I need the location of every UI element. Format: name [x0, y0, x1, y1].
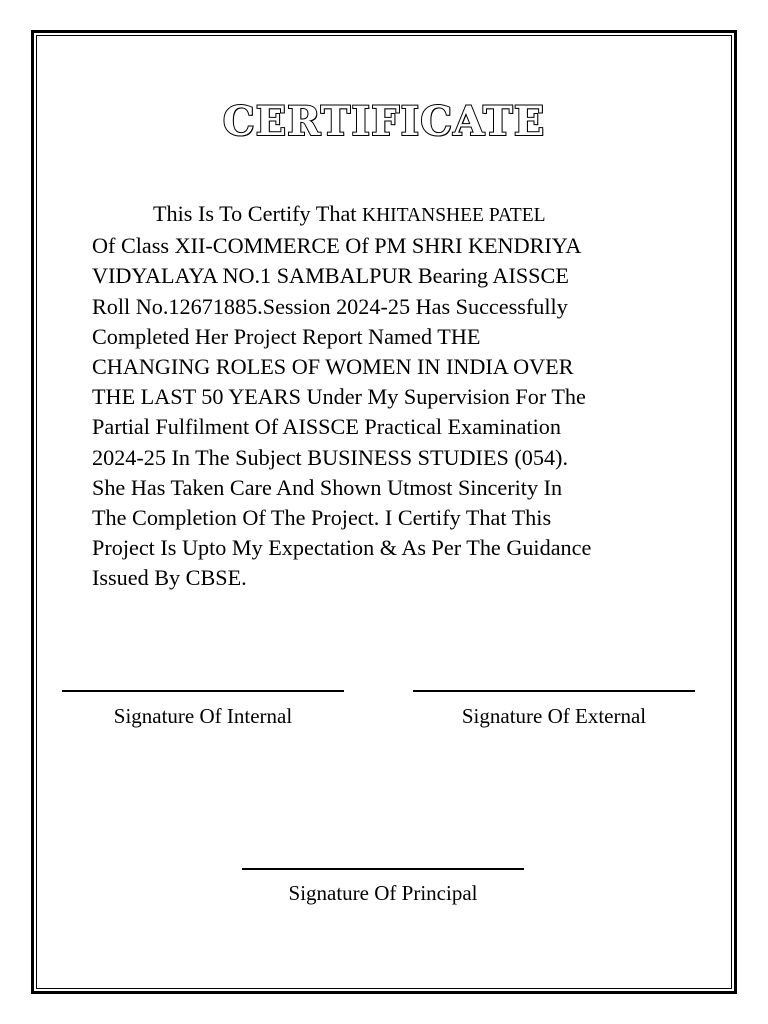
body-line: Issued By CBSE. — [92, 565, 247, 591]
body-line: VIDYALAYA NO.1 SAMBALPUR Bearing AISSCE — [92, 263, 569, 289]
body-line: THE LAST 50 YEARS Under My Supervision For The — [92, 384, 586, 410]
certificate-title-text: CERTIFICATE — [222, 98, 546, 145]
internal-signature-label: Signature Of Internal — [113, 704, 293, 728]
body-line: Partial Fulfilment Of AISSCE Practical Examination — [92, 414, 561, 440]
body-first-line — [92, 199, 692, 231]
body-line: CHANGING ROLES OF WOMEN IN INDIA OVER — [92, 354, 574, 380]
principal-signature-line — [242, 868, 524, 870]
body-line: 2024-25 In The Subject BUSINESS STUDIES (054). — [92, 444, 568, 470]
body-line: Of Class XII-COMMERCE Of PM SHRI KENDRIYA — [92, 233, 582, 259]
body-line: Roll No.12671885.Session 2024-25 Has Successfully — [92, 293, 568, 319]
external-signature-line — [413, 690, 695, 692]
body-line: The Completion Of The Project. I Certify That This — [92, 505, 552, 531]
principal-signature-label: Signature Of Principal — [288, 881, 478, 905]
student-name: KHITANSHEE PATEL — [362, 205, 546, 226]
certificate-title — [0, 98, 768, 145]
intro-text: This Is To Certify That — [153, 201, 357, 226]
internal-signature-line — [62, 690, 344, 692]
body-line: Project Is Upto My Expectation & As Per The Guidance — [92, 535, 592, 561]
external-signature-label: Signature Of External — [461, 704, 647, 728]
body-line: Completed Her Project Report Named THE — [92, 323, 481, 349]
body-line: She Has Taken Care And Shown Utmost Sincerity In — [92, 474, 563, 500]
certificate-body — [92, 199, 692, 594]
